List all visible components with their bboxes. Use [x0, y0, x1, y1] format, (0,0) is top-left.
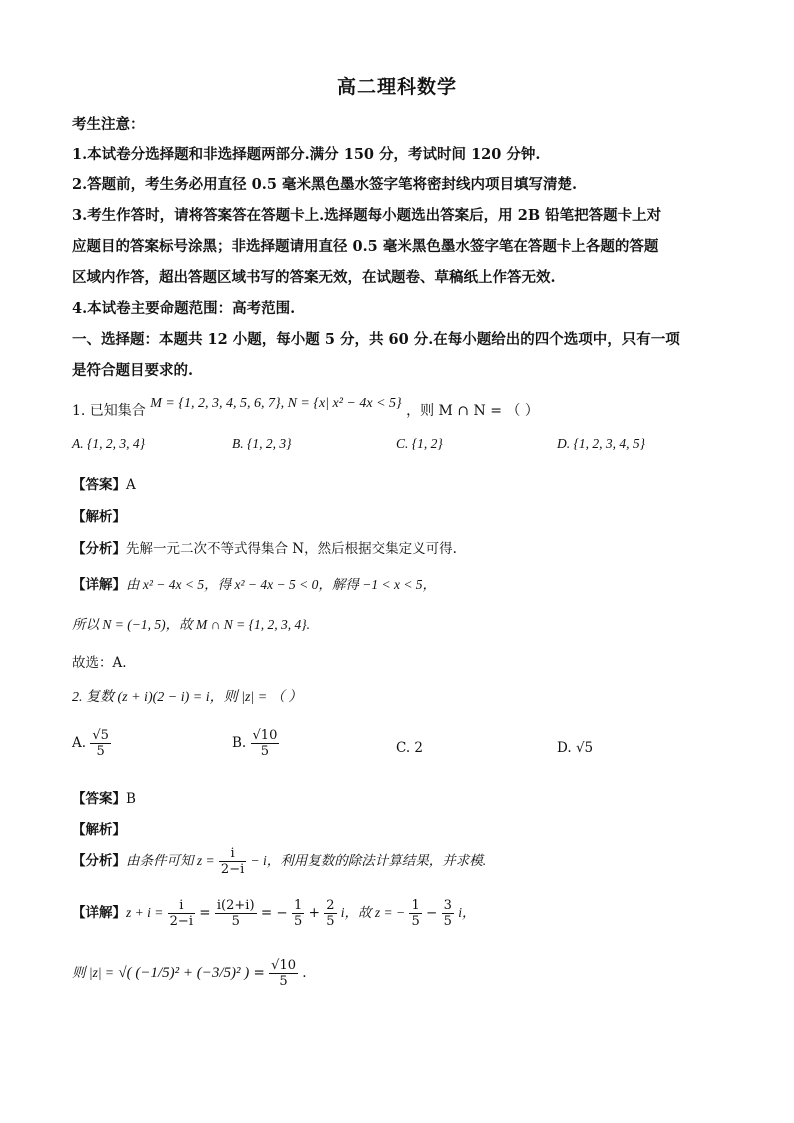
q1-xiangjie-tag: 【详解】 — [72, 577, 126, 593]
q1-detail-line-2: 所以 N = (−1, 5)，故 M ∩ N = {1, 2, 3, 4}. — [72, 617, 310, 632]
q1-fenxi-tag: 【分析】 — [72, 541, 126, 557]
q1-option-b: B. {1, 2, 3} — [232, 436, 292, 451]
q2-xj-frac4-denominator: 5 — [326, 914, 335, 929]
q2-option-b — [232, 728, 279, 759]
q2-modulus-equals: = — [253, 965, 265, 981]
q2-fenxi-post: − i，利用复数的除法计算结果，并求模. — [250, 853, 487, 868]
q2-option-b-label: B. — [232, 735, 247, 751]
q2-option-d — [557, 740, 593, 756]
notice-item-3-line-3: 区域内作答，超出答题区域书写的答案无效，在试题卷、草稿纸上作答无效. — [72, 269, 556, 286]
q2-fenxi-pre: 由条件可知 z = — [126, 853, 215, 868]
q2-option-a — [72, 728, 111, 759]
q1-option-c: C. {1, 2} — [396, 436, 443, 451]
q2-xj-minus: − — [426, 905, 438, 921]
q2-fenxi-frac-denominator: 2−i — [220, 862, 245, 877]
q2-xj-frac1-denominator: 2−i — [169, 914, 193, 929]
notice-item-3-line-1: 3.考生作答时，请将答案答在答题卡上.选择题每小题选出答案后，用 2B 铅笔把答题卡上对 — [72, 207, 662, 224]
q2-option-c: C. 2 — [396, 740, 424, 756]
section-heading-line-1: 一、选择题：本题共 12 小题，每小题 5 分，共 60 分.在每小题给出的四个选项中，只有一项 — [72, 331, 680, 348]
q2-modulus-pre: 则 |z| = — [72, 965, 115, 980]
q2-xiangjie — [72, 898, 475, 929]
q2-modulus-end: . — [302, 965, 307, 981]
q2-xj-frac5-denominator: 5 — [411, 914, 420, 929]
q2-xj-frac2-numerator: i(2+i) — [216, 898, 255, 913]
q1-xiangjie — [72, 573, 436, 593]
q1-analysis-tag: 【解析】 — [72, 509, 126, 525]
q1-option-d: D. {1, 2, 3, 4, 5} — [557, 436, 646, 451]
q2-modulus-line — [72, 958, 307, 989]
q2-modulus-numerator: √10 — [271, 958, 296, 973]
q2-option-a-denominator: 5 — [96, 744, 105, 759]
q1-stem: 1. 已知集合 M = {1, 2, 3, 4, 5, 6, 7}, N = {x| x² − 4x < 5} ，则 M ∩ N = （ ） — [72, 396, 539, 419]
q2-option-b-numerator: √10 — [252, 728, 278, 743]
q1-set-n: N = {x| x² − 4x < 5} — [287, 396, 402, 411]
q1-xiangjie-text: 由 x² − 4x < 5，得 x² − 4x − 5 < 0，解得 −1 < x < 5， — [126, 577, 437, 592]
page-title: 高二理科数学 — [336, 76, 457, 98]
q2-option-a-numerator: √5 — [92, 728, 109, 743]
q2-xj-frac5-numerator: 1 — [411, 898, 420, 913]
q2-xj-frac4-numerator: 2 — [326, 898, 335, 913]
q1-conclusion: 故选：A. — [72, 655, 127, 671]
q2-fenxi-frac-numerator: i — [219, 846, 246, 862]
q2-xj-equals-2: = − — [260, 905, 288, 921]
q1-answer — [72, 473, 136, 493]
q1-answer-value: A — [126, 477, 136, 493]
q2-modulus-expression: √( (−1/5)² + (−3/5)² ) — [118, 965, 250, 981]
notice-item-2: 2.答题前，考生务必用直径 0.5 毫米黑色墨水签字笔将密封线内项目填写清楚. — [72, 176, 578, 193]
q1-stem-suffix: ，则 M ∩ N = （ ） — [406, 403, 539, 419]
q2-option-d-label: D. — [557, 740, 572, 756]
q2-xj-lhs: z + i = — [126, 905, 164, 920]
q2-xj-frac6-numerator: 3 — [443, 898, 452, 913]
q2-stem: 2. 复数 (z + i)(2 − i) = i，则 |z| = （ ） — [72, 690, 303, 705]
q2-option-a-label: A. — [72, 735, 87, 751]
q1-option-a: A. {1, 2, 3, 4} — [72, 436, 146, 451]
notice-item-3-line-2: 应题目的答案标号涂黑；非选择题请用直径 0.5 毫米黑色墨水签字笔在答题卡上各题的答题 — [72, 238, 659, 255]
notice-item-1: 1.本试卷分选择题和非选择题两部分.满分 150 分，考试时间 120 分钟. — [72, 146, 541, 163]
q2-xj-plus: + — [308, 905, 320, 921]
q1-fenxi — [72, 537, 457, 557]
q2-analysis-tag: 【解析】 — [72, 822, 126, 838]
q1-answer-tag: 【答案】 — [72, 477, 126, 493]
q2-option-b-denominator: 5 — [260, 744, 270, 759]
q2-option-d-value: √5 — [575, 740, 594, 756]
q2-modulus-denominator: 5 — [279, 974, 288, 989]
q2-xj-frac3-numerator: 1 — [294, 898, 303, 913]
q2-xiangjie-tag: 【详解】 — [72, 905, 126, 921]
q2-answer-tag: 【答案】 — [72, 791, 126, 807]
notice-item-4: 4.本试卷主要命题范围：高考范围. — [72, 300, 296, 317]
notice-heading: 考生注意： — [72, 116, 145, 133]
q1-set-m: M = {1, 2, 3, 4, 5, 6, 7} — [150, 396, 281, 411]
q2-xj-conclusion-pre: i，故 z = − — [340, 905, 406, 920]
q2-answer-value: B — [126, 791, 136, 807]
q2-xj-frac1-numerator: i — [168, 898, 195, 914]
section-heading-line-2: 是符合题目要求的. — [72, 362, 194, 379]
q2-xj-frac2-denominator: 5 — [231, 914, 240, 929]
q2-xj-equals-1: = — [199, 905, 211, 921]
q2-answer — [72, 787, 136, 807]
q2-xj-conclusion-post: i， — [458, 905, 476, 920]
q2-xj-frac3-denominator: 5 — [294, 914, 303, 929]
q2-fenxi — [72, 846, 486, 877]
q1-stem-prefix: 1. 已知集合 — [72, 403, 146, 419]
q2-xj-frac6-denominator: 5 — [443, 914, 452, 929]
q2-fenxi-tag: 【分析】 — [72, 853, 126, 869]
q1-fenxi-text: 先解一元二次不等式得集合 N，然后根据交集定义可得. — [126, 541, 457, 557]
